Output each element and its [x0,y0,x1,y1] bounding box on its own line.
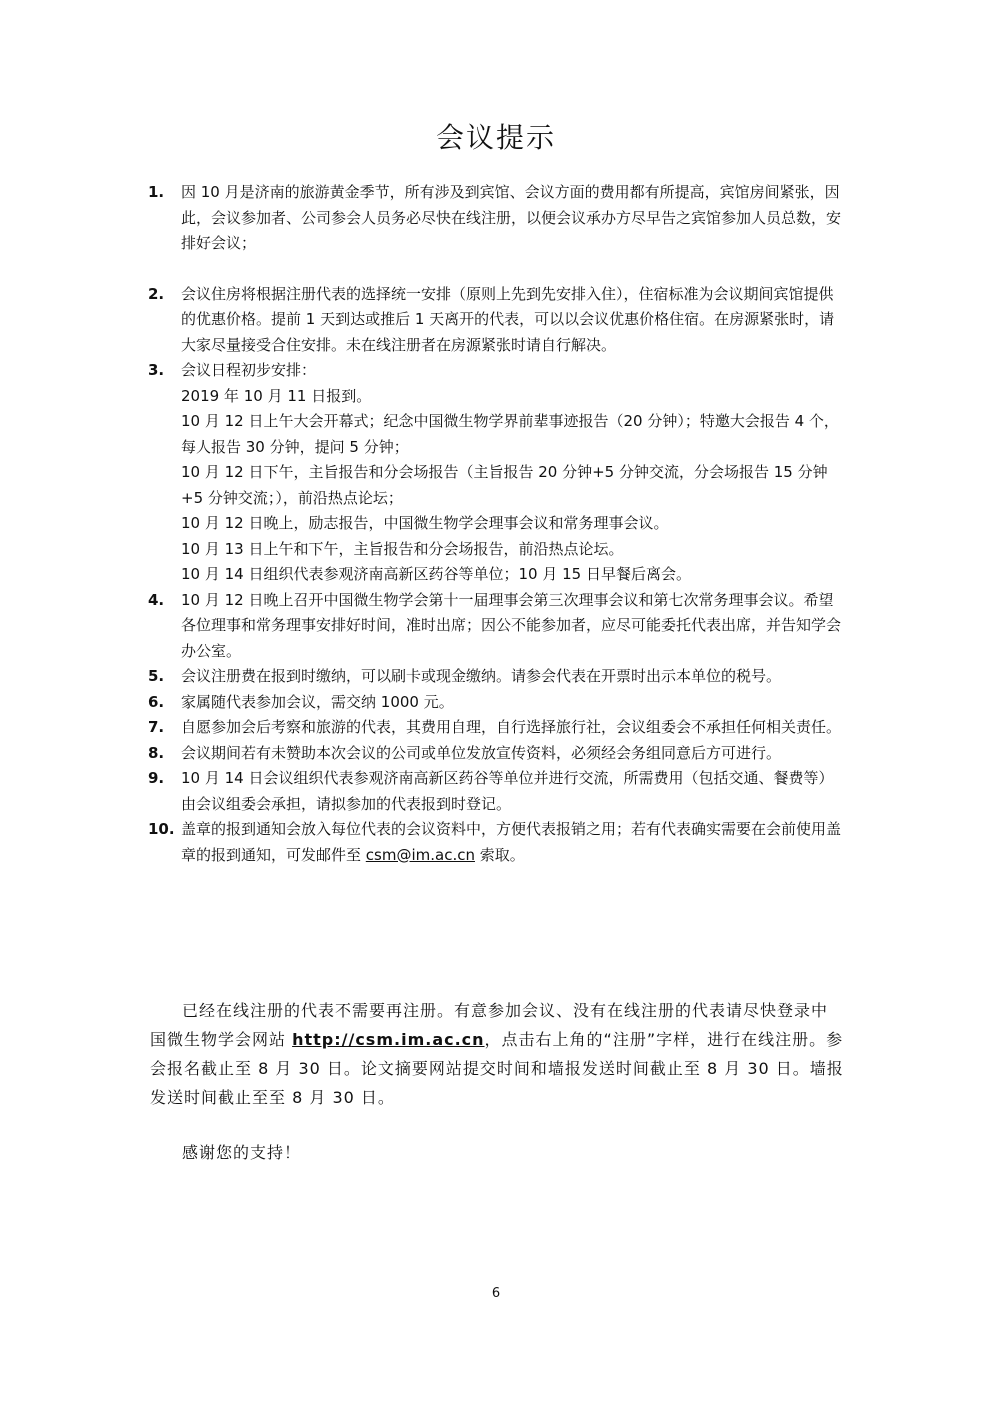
page-title: 会议提示 [435,121,556,154]
list-item [148,588,848,665]
item-text: 10 月 14 日会议组织代表参观济南高新区药谷等单位并进行交流，所需费用（包括交通、餐费等）由会议组委会承担，请拟参加的代表报到时登记。 [181,769,834,813]
item-text: 10 月 12 日晚上召开中国微生物学会第十一届理事会第三次理事会议和第七次常务理事会议。希望各位理事和常务理事安排好时间，准时出席；因公不能参加者，应尽可能委托代表出席，并告知学会办公室。 [181,590,842,660]
item-text-after: 索取。 [474,845,525,864]
item-text [181,817,848,868]
closing-paragraph [150,996,844,1112]
list-item [148,358,848,588]
notice-list [148,180,848,868]
schedule-line: 10 月 12 日上午大会开幕式；纪念中国微生物学界前辈事迹报告（20 分钟）；特邀大会报告 4 个，每人报告 30 分钟，提问 5 分钟； [181,412,839,456]
list-item [148,766,848,817]
list-item [148,664,848,690]
item-number: 2. [148,284,165,303]
item-text: 会议住房将根据注册代表的选择统一安排（原则上先到先安排入住），住宿标准为会议期间宾馆提供的优惠价格。提前 1 天到达或推后 1 天离开的代表，可以以会议优惠价格住宿。在房源紧张时，请大家尽量接受合住安排。未在线注册者在房源紧张时请自行解决。 [181,284,835,354]
item-number: 5. [148,667,165,685]
item-text: 会议期间若有未赞助本次会议的公司或单位发放宣传资料，必须经会务组同意后方可进行。 [181,743,782,762]
schedule-line: 10 月 12 日下午，主旨报告和分会场报告（主旨报告 20 分钟+5 分钟交流，分会场报告 15 分钟+5 分钟交流；），前沿热点论坛； [181,463,828,507]
item-text: 自愿参加会后考察和旅游的代表，其费用自理，自行选择旅行社，会议组委会不承担任何相关责任。 [181,718,842,736]
schedule-line: 10 月 14 日组织代表参观济南高新区药谷等单位；10 月 15 日早餐后离会。 [181,565,691,583]
item-number: 6. [148,692,165,711]
item-number: 4. [148,590,165,609]
item-number: 8. [148,743,165,762]
item-number: 10. [148,820,175,838]
item-text: 家属随代表参加会议，需交纳 1000 元。 [181,692,454,711]
list-item [148,180,848,257]
item-text-before: 盖章的报到通知会放入每位代表的会议资料中，方便代表报销之用；若有代表确实需要在会前使用盖章的报到通知，可发邮件至 [181,820,842,864]
list-item [148,715,848,741]
email-link[interactable]: csm@im.ac.cn [365,845,475,864]
schedule-line: 10 月 13 日上午和下午，主旨报告和分会场报告，前沿热点论坛。 [181,539,624,558]
item-text: 会议日程初步安排： [181,361,317,379]
website-link[interactable]: http://csm.im.ac.cn [292,1030,485,1049]
page-number: 6 [491,1286,501,1301]
item-number: 1. [148,183,165,201]
closing-text-1: 已经在线注册的代表不需要再注册。有意参加会议、没有在线注册的代表请尽快登录中国微生物学会网站 [150,1001,829,1049]
thanks-text: 感谢您的支持！ [182,1143,302,1162]
list-item [148,741,848,767]
schedule-line: 10 月 12 日晚上，励志报告，中国微生物学会理事会议和常务理事会议。 [181,514,669,532]
item-number: 9. [148,769,165,787]
item-text: 会议注册费在报到时缴纳，可以刷卡或现金缴纳。请参会代表在开票时出示本单位的税号。 [181,667,782,685]
item-text: 因 10 月是济南的旅游黄金季节，所有涉及到宾馆、会议方面的费用都有所提高，宾馆房间紧张，因此，会议参加者、公司参会人员务必尽快在线注册，以便会议承办方尽早告之宾馆参加人员总数，安排好会议； [181,183,842,252]
closing-text-2: ，点击右上角的“注册”字样，进行在线注册。参会报名截止至 8 月 30 日。论文摘要网站提交时间和墙报发送时间截止至 8 月 30 日。墙报发送时间截止至至 8 月 30 日。 [150,1030,844,1107]
schedule-line: 2019 年 10 月 11 日报到。 [181,386,372,405]
list-item [148,282,848,359]
item-number: 3. [148,361,165,379]
closing-section [150,996,844,1167]
item-number: 7. [148,718,165,736]
list-item [148,690,848,716]
list-item [148,817,848,868]
